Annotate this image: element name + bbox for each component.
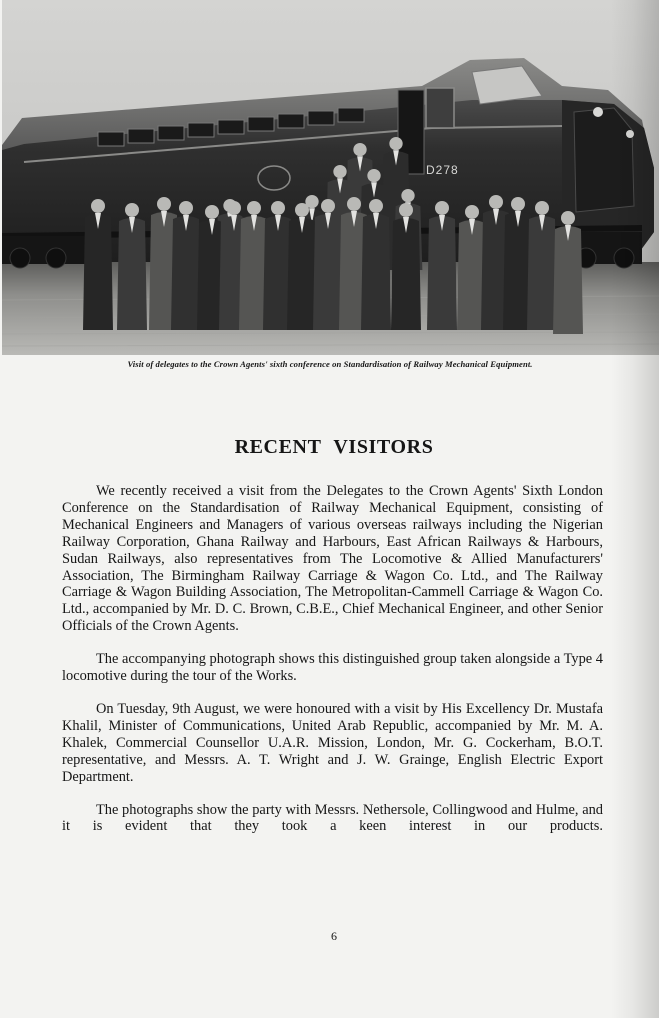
delegate-figure bbox=[171, 201, 201, 330]
photo-caption: Visit of delegates to the Crown Agents' sixth conference on Standardisation of Railway Mechanical Equipment. bbox=[127, 359, 533, 369]
delegate-figure bbox=[361, 199, 391, 330]
delegate-figure bbox=[83, 199, 113, 330]
article-body bbox=[62, 483, 603, 851]
nose-grille bbox=[574, 108, 634, 212]
cab-side-window bbox=[426, 88, 454, 128]
paragraph: The accompanying photograph shows this distinguished group taken alongside a Type 4 locomotive during the tour of the Works. bbox=[62, 651, 603, 685]
paragraph: The photographs show the party with Messrs. Nethersole, Collingwood and Hulme, and it is evident that they took a keen interest in our products. bbox=[62, 801, 603, 835]
headlamp bbox=[626, 130, 634, 138]
delegate-figure bbox=[527, 201, 557, 330]
delegate-figure bbox=[313, 199, 343, 330]
delegate-figure bbox=[427, 201, 457, 330]
headlamp bbox=[593, 107, 603, 117]
paragraph: We recently received a visit from the Delegates to the Crown Agents' Sixth London Conference on the Standardisation of Railway Mechanical Equipment, consisting of Mechanical Engineers and Managers of various overseas railways including the Nigerian Railway Corporation, Ghana Railway and Harbours, East African Railways & Harbours, Sudan Railways, also representatives from The Locomotive & Allied Manufacturers' Association, The Birmingham Railway Carriage & Wagon Co. Ltd., and The Railway Carriage & Wagon Building Association, The Metropolitan-Cammell Carriage & Wagon Co. Ltd., accompanied by Mr. D. C. Brown, C.B.E., Chief Mechanical Engineer, and other Senior Officials of the Crown Agents. bbox=[62, 483, 603, 635]
locomotive-group-photo bbox=[2, 0, 659, 355]
paragraph: On Tuesday, 9th August, we were honoured with a visit by His Excellency Dr. Mustafa Khalil, Minister of Communications, United Arab Republic, accompanied by Mr. M. A. Khalek, Commercial Counsellor U.A.R. Mission, London, Mr. G. Cockerham, B.O.T. representative, and Messrs. A. T. Wright and J. W. Grainge, English Electric Export Department. bbox=[62, 700, 603, 785]
delegate-figure bbox=[287, 203, 317, 330]
page-title: RECENT VISITORS bbox=[234, 436, 434, 458]
page-number: 6 bbox=[331, 929, 337, 943]
locomotive-number: D278 bbox=[426, 163, 459, 177]
delegate-figure bbox=[117, 203, 147, 330]
delegate-figure bbox=[391, 203, 421, 330]
delegate-figure bbox=[553, 211, 583, 334]
